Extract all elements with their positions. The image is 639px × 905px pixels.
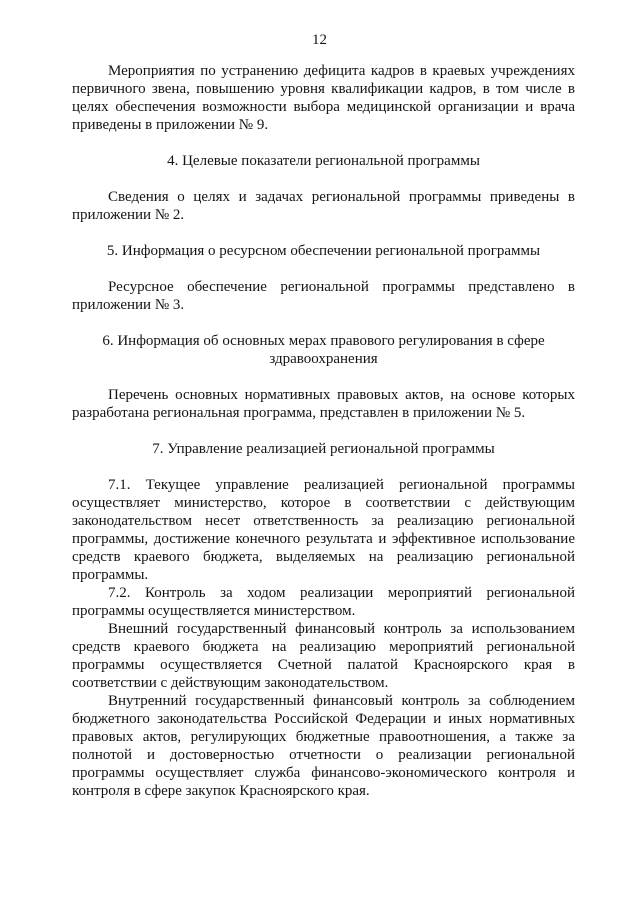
section-7-heading: 7. Управление реализацией региональной программы: [152, 441, 495, 457]
section-5-paragraph: Ресурсное обеспечение региональной программы представлено в приложении № 3.: [72, 279, 575, 313]
section-7-paragraph-3: Внешний государственный финансовый контроль за использованием средств краевого бюджета на реализацию мероприятий региональной программы осуществляется Счетной палатой Красноярского края в соответствии с действующим законодательством.: [72, 621, 575, 691]
intro-paragraph: Мероприятия по устранению дефицита кадров в краевых учреждениях первичного звена, повышению уровня квалификации кадров, в том числе в целях обеспечения возможности выбора медицинской организации и врача приведены в приложении № 9.: [72, 63, 575, 133]
section-4-heading: 4. Целевые показатели региональной программы: [167, 153, 480, 169]
document-body: [72, 62, 575, 800]
section-4-paragraph: Сведения о целях и задачах региональной программы приведены в приложении № 2.: [72, 189, 575, 223]
section-7-paragraph-4: Внутренний государственный финансовый контроль за соблюдением бюджетного законодательства Российской Федерации и иных нормативных правовых актов, регулирующих бюджетные правоотношения, а также за полнотой и достоверностью отчетности о реализации региональной программы осуществляет служба финансово-экономического контроля и контроля в сфере закупок Красноярского края.: [72, 693, 575, 799]
section-7-paragraph-2: 7.2. Контроль за ходом реализации мероприятий региональной программы осуществляется министерством.: [72, 585, 575, 619]
section-7-paragraph-1: 7.1. Текущее управление реализацией региональной программы осуществляет министерство, которое в соответствии с действующим законодательством несет ответственность за реализацию региональной программы, достижение конечного результата и эффективное использование средств краевого бюджета, выделяемых на реализацию региональной программы.: [72, 477, 575, 583]
section-5-heading: 5. Информация о ресурсном обеспечении региональной программы: [106, 243, 541, 259]
section-6-heading-line2: здравоохранения: [269, 351, 378, 367]
section-6-paragraph: Перечень основных нормативных правовых актов, на основе которых разработана региональная программа, представлен в приложении № 5.: [72, 387, 575, 421]
section-6-heading-line1: 6. Информация об основных мерах правового регулирования в сфере: [102, 333, 545, 349]
page-number: 12: [312, 32, 327, 48]
section-6-heading: [72, 332, 575, 368]
